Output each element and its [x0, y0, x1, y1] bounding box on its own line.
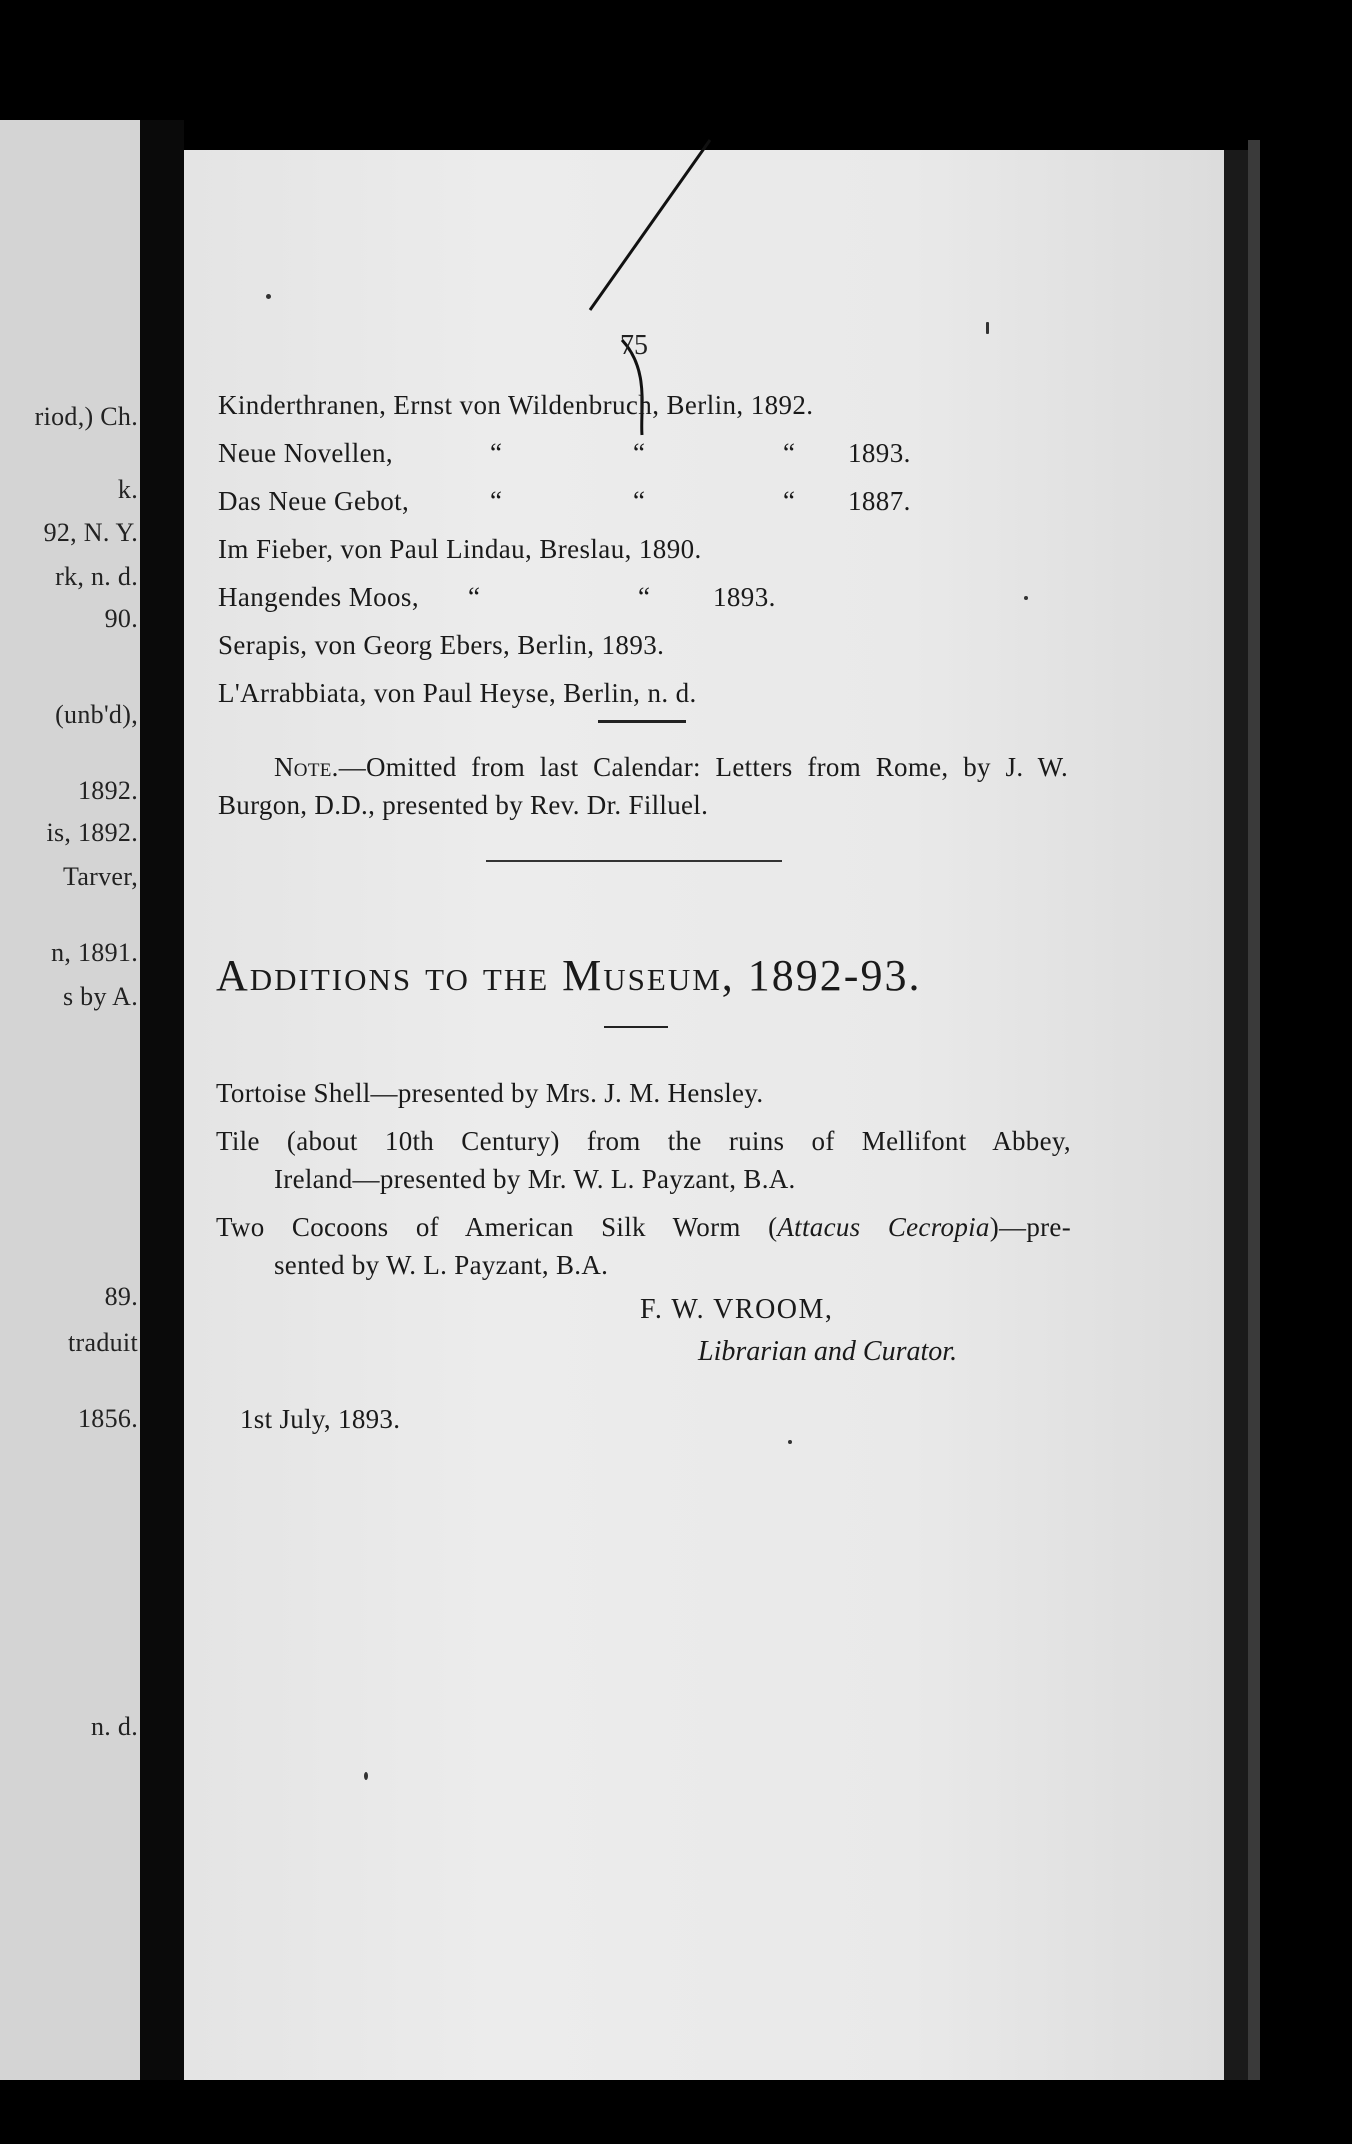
ditto-mark: “ — [633, 438, 646, 468]
book-entry — [218, 630, 978, 678]
previous-page-text-line: 92, N. Y. — [43, 518, 138, 547]
ditto-mark: “ — [783, 486, 796, 516]
previous-page-text-line: n, 1891. — [51, 938, 138, 967]
book-entry — [218, 582, 978, 630]
note-paragraph — [218, 748, 1068, 824]
note-text: —Omitted from last Calendar: Letters from Rome, by J. W. Burgon, D.D., presented by Rev. Dr. Filluel. — [218, 752, 1068, 820]
paper-speck — [364, 1772, 368, 1780]
heading-divider — [604, 1026, 668, 1028]
book-title: Serapis, von Georg Ebers, Berlin, 1893. — [218, 630, 665, 660]
paper-speck — [1024, 596, 1028, 600]
addition-text: Tortoise Shell—presented by Mrs. J. M. Hensley. — [216, 1078, 764, 1108]
previous-page-text-line: (unb'd), — [55, 700, 138, 729]
species-name: Attacus Cecropia — [777, 1212, 990, 1242]
previous-page-fragment — [0, 120, 140, 2080]
previous-page-text-line: n. d. — [91, 1712, 138, 1741]
signature-name: F. W. VROOM, — [640, 1294, 834, 1325]
book-title: Das Neue Gebot, — [218, 486, 410, 516]
section-divider — [598, 720, 686, 723]
previous-page-text-line: 89. — [104, 1282, 138, 1311]
addition-text-part: Two Cocoons of American Silk Worm ( — [216, 1212, 778, 1242]
addition-text-part: )—pre- — [989, 1212, 1071, 1242]
ditto-mark: “ — [490, 486, 503, 516]
addition-continuation: Ireland—presented by Mr. W. L. Payzant, B.A. — [274, 1164, 796, 1194]
book-entry — [218, 486, 978, 534]
addition-text — [216, 1208, 1071, 1246]
book-entry — [218, 438, 978, 486]
addition-item — [216, 1208, 1071, 1284]
previous-page-text-line: 1892. — [78, 776, 138, 805]
page-number: 75 — [620, 330, 648, 361]
previous-page-text-line: Tarver, — [62, 862, 138, 891]
book-list — [218, 390, 978, 726]
book-year: 1887. — [848, 486, 911, 516]
book-gutter — [140, 120, 184, 2080]
ditto-mark: “ — [490, 438, 503, 468]
book-year: 1893. — [713, 582, 776, 612]
paper-speck — [788, 1440, 792, 1444]
book-title: Im Fieber, von Paul Lindau, Breslau, 1890. — [218, 534, 702, 564]
previous-page-text-line: traduit — [68, 1328, 138, 1357]
date-line: 1st July, 1893. — [240, 1404, 401, 1434]
book-title: Neue Novellen, — [218, 438, 394, 468]
ditto-mark: “ — [638, 582, 651, 612]
book-title: L'Arrabbiata, von Paul Heyse, Berlin, n. d. — [218, 678, 697, 708]
previous-page-text-line: 90. — [104, 604, 138, 633]
previous-page-text-line: rk, n. d. — [55, 562, 138, 591]
previous-page-text-line: 1856. — [78, 1404, 138, 1433]
book-title: Hangendes Moos, — [218, 582, 419, 612]
page-edge-shadow — [1248, 140, 1260, 2080]
previous-page-text-line: s by A. — [62, 982, 138, 1011]
previous-page-text-line: riod,) Ch. — [34, 402, 138, 431]
note-label: Note. — [274, 752, 339, 782]
museum-heading: Additions to the Museum, 1892-93. — [216, 951, 922, 1000]
addition-continuation: sented by W. L. Payzant, B.A. — [274, 1250, 609, 1280]
book-title: Kinderthranen, Ernst von Wildenbruch, Berlin, 1892. — [218, 390, 814, 420]
signature-title: Librarian and Curator. — [698, 1336, 958, 1367]
museum-additions-list — [216, 1074, 1071, 1294]
book-entry — [218, 534, 978, 582]
paper-speck — [986, 322, 989, 334]
ditto-mark: “ — [468, 582, 481, 612]
ditto-mark: “ — [633, 486, 646, 516]
addition-item — [216, 1122, 1071, 1198]
previous-page-text-line: k. — [117, 475, 138, 504]
book-entry — [218, 390, 978, 438]
section-rule — [486, 860, 782, 862]
addition-text: Tile (about 10th Century) from the ruins of Mellifont Abbey, — [216, 1126, 1071, 1156]
previous-page-text-line: is, 1892. — [46, 818, 138, 847]
book-year: 1893. — [848, 438, 911, 468]
paper-speck — [266, 294, 271, 299]
addition-item — [216, 1074, 1071, 1112]
book-entry — [218, 678, 978, 726]
ditto-mark: “ — [783, 438, 796, 468]
